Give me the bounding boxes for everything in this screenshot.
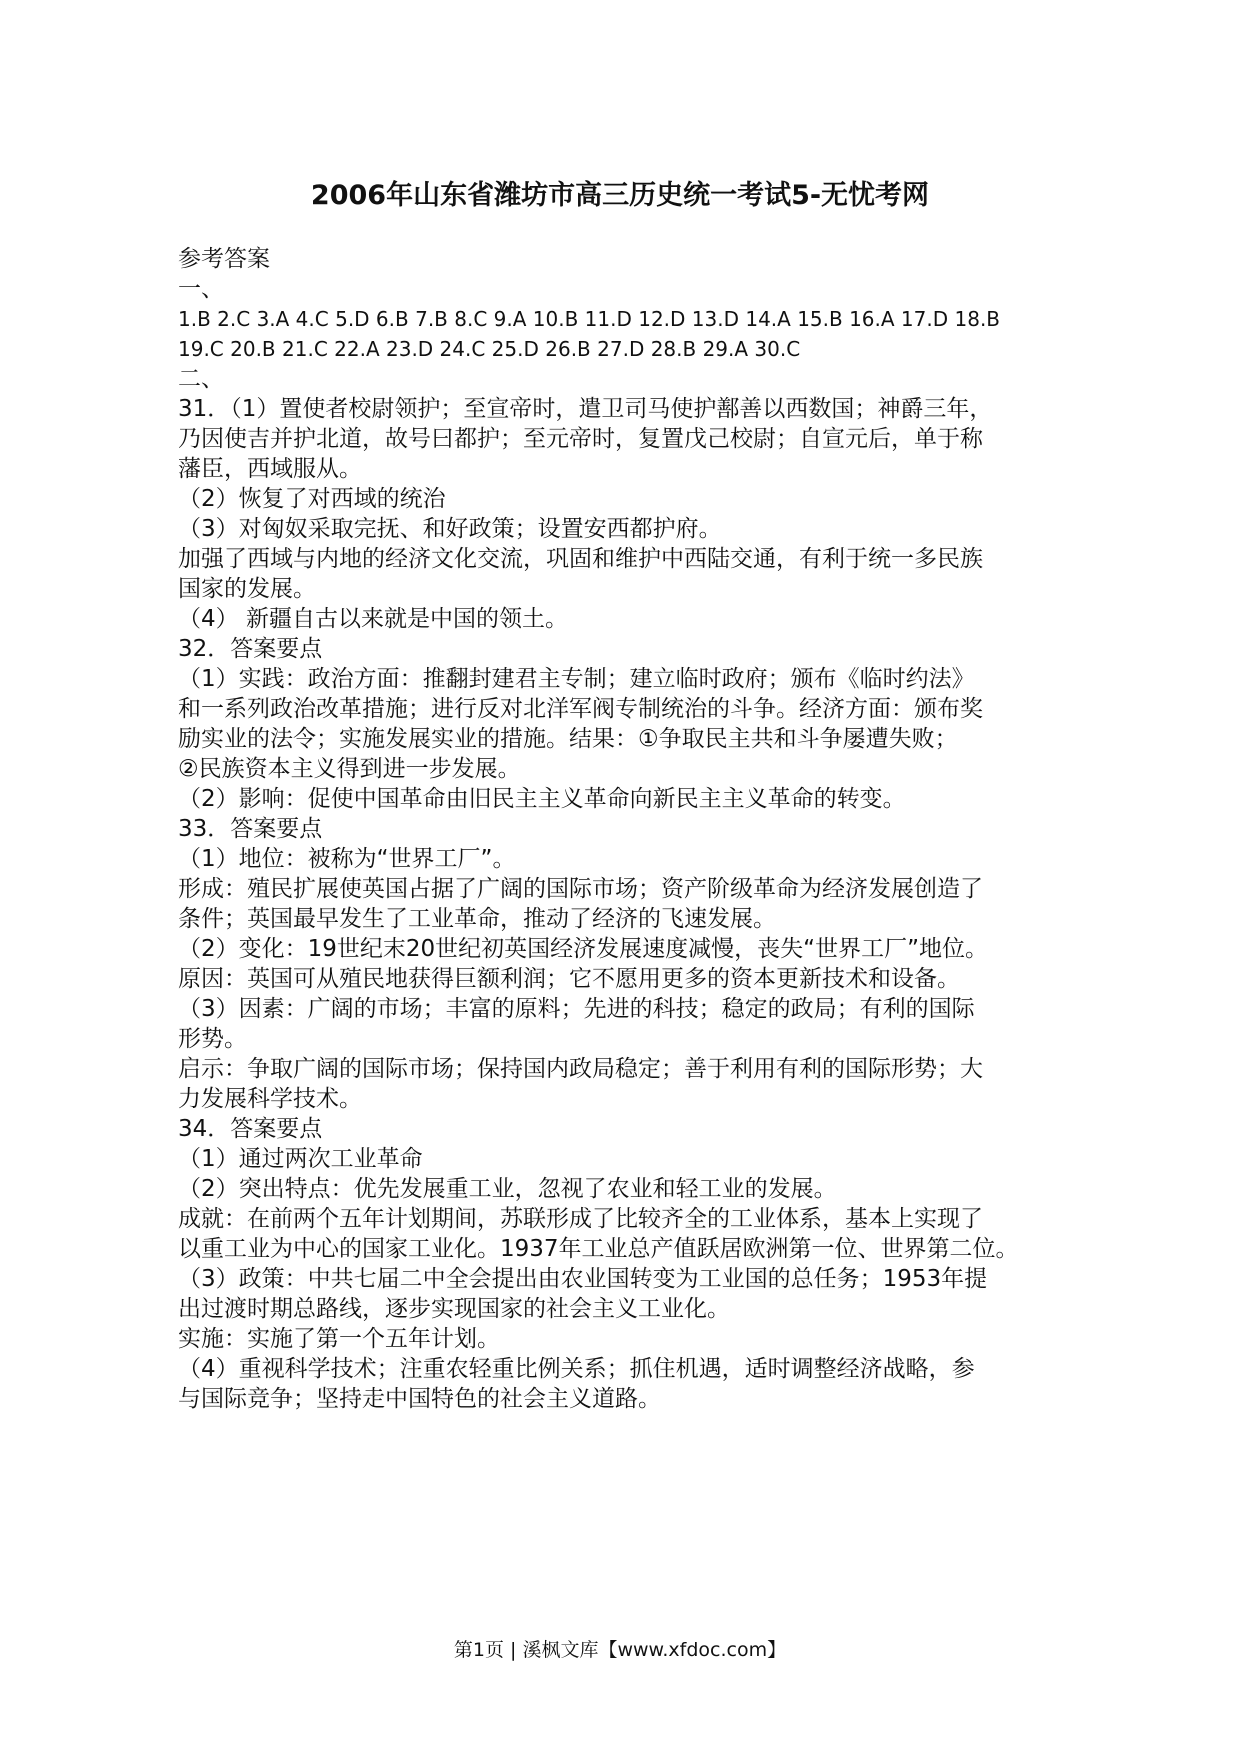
answer-34-line: 出过渡时期总路线，逐步实现国家的社会主义工业化。 [178, 1296, 730, 1322]
answer-31-line: 加强了西域与内地的经济文化交流，巩固和维护中西陆交通，有利于统一多民族 [178, 546, 983, 572]
answer-33-line: 形势。 [178, 1026, 247, 1052]
answer-31-line: 31．（1）置使者校尉领护；至宣帝时，遣卫司马使护鄯善以西数国；神爵三年， [178, 396, 993, 422]
answer-34-heading: 34．答案要点 [178, 1116, 323, 1142]
answer-34-line: 成就：在前两个五年计划期间，苏联形成了比较齐全的工业体系，基本上实现了 [178, 1206, 983, 1232]
section-two-heading: 二、 [178, 366, 224, 392]
answer-34-line: （4）重视科学技术；注重农轻重比例关系；抓住机遇，适时调整经济战略，参 [178, 1356, 975, 1382]
answer-33-line: 形成：殖民扩展使英国占据了广阔的国际市场；资产阶级革命为经济发展创造了 [178, 876, 983, 902]
page-footer: 第1页 | 溪枫文库【www.xfdoc.com】 [453, 1639, 787, 1661]
answer-33-line: （2）变化：19世纪末20世纪初英国经济发展速度减慢，丧失“世界工厂”地位。 [178, 936, 988, 962]
answer-33-line: （3）因素：广阔的市场；丰富的原料；先进的科技；稳定的政局；有利的国际 [178, 996, 975, 1022]
answer-33-line: 启示：争取广阔的国际市场；保持国内政局稳定；善于利用有利的国际形势；大 [178, 1056, 983, 1082]
answer-33-heading: 33．答案要点 [178, 816, 323, 842]
document-title: 2006年山东省潍坊市高三历史统一考试5-无忧考网 [310, 180, 930, 211]
document-body [178, 244, 1078, 1414]
answer-31-line: （3）对匈奴采取完抚、和好政策；设置安西都护府。 [178, 516, 722, 542]
answer-33-line: 原因：英国可从殖民地获得巨额利润；它不愿用更多的资本更新技术和设备。 [178, 966, 960, 992]
answers-heading: 参考答案 [178, 246, 270, 272]
section-one-heading: 一、 [178, 276, 224, 302]
answer-32-line: 和一系列政治改革措施；进行反对北洋军阀专制统治的斗争。经济方面：颁布奖 [178, 696, 983, 722]
choice-answers-line: 19.C 20.B 21.C 22.A 23.D 24.C 25.D 26.B 27.D 28.B 29.A 30.C [178, 337, 801, 361]
answer-34-line: （1）通过两次工业革命 [178, 1146, 423, 1172]
answer-31-line: （2）恢复了对西域的统治 [178, 486, 446, 512]
answer-32-line: ②民族资本主义得到进一步发展。 [178, 756, 521, 782]
choice-answers-line: 1.B 2.C 3.A 4.C 5.D 6.B 7.B 8.C 9.A 10.B 11.D 12.D 13.D 14.A 15.B 16.A 17.D 18.B [178, 307, 1001, 331]
answer-34-line: 与国际竞争；坚持走中国特色的社会主义道路。 [178, 1386, 661, 1412]
answer-34-line: （3）政策：中共七届二中全会提出由农业国转变为工业国的总任务；1953年提 [178, 1266, 988, 1292]
answer-33-line: （1）地位：被称为“世界工厂”。 [178, 846, 516, 872]
answer-32-heading: 32．答案要点 [178, 636, 323, 662]
answer-33-line: 条件；英国最早发生了工业革命，推动了经济的飞速发展。 [178, 906, 776, 932]
answer-32-line: （1）实践：政治方面：推翻封建君主专制；建立临时政府；颁布《临时约法》 [178, 666, 975, 692]
answer-32-line: 励实业的法令；实施发展实业的措施。结果：①争取民主共和斗争屡遭失败； [178, 726, 958, 752]
answer-32-line: （2）影响：促使中国革命由旧民主主义革命向新民主主义革命的转变。 [178, 786, 906, 812]
answer-34-line: （2）突出特点：优先发展重工业，忽视了农业和轻工业的发展。 [178, 1176, 837, 1202]
answer-31-line: 藩臣，西域服从。 [178, 456, 362, 482]
answer-31-line: 国家的发展。 [178, 576, 316, 602]
answer-33-line: 力发展科学技术。 [178, 1086, 362, 1112]
answer-34-line: 实施：实施了第一个五年计划。 [178, 1326, 500, 1352]
answer-31-line: （4） 新疆自古以来就是中国的领土。 [178, 606, 568, 632]
answer-34-line: 以重工业为中心的国家工业化。1937年工业总产值跃居欧洲第一位、世界第二位。 [178, 1236, 1019, 1262]
answer-31-line: 乃因使吉并护北道，故号曰都护；至元帝时，复置戊己校尉；自宣元后，单于称 [178, 426, 983, 452]
